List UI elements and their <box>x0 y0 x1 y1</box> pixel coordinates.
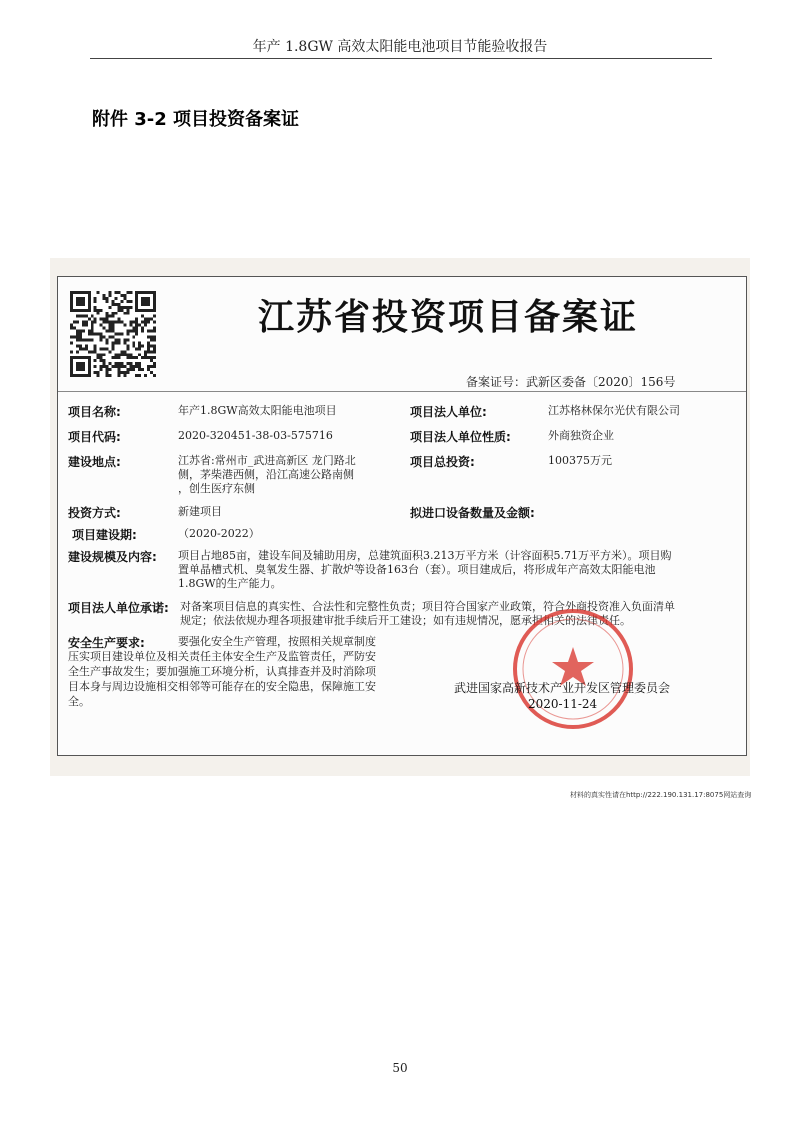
page-number: 50 <box>392 1061 408 1075</box>
verification-note: 材料的真实性请在http://222.190.131.17:8075网站查询 <box>570 791 752 799</box>
safety-line: 压实项目建设单位及相关责任主体安全生产及监管责任，严防安 <box>68 650 376 663</box>
section-title: 附件 3-2 项目投资备案证 <box>92 109 300 130</box>
scale-line: 置单晶槽式机、臭氧发生器、扩散炉等设备163台（套）。项目建成后，将形成年产高效太阳能电池 <box>178 563 656 576</box>
location-line: 江苏省:常州市_武进高新区 龙门路北 <box>178 454 356 467</box>
total-investment-value: 100375万元 <box>548 454 612 467</box>
safety-line: 全生产事故发生；要加强施工环境分析，认真排查并及时消除项 <box>68 665 376 678</box>
location-label: 建设地点: <box>68 455 121 469</box>
project-name-label: 项目名称: <box>68 405 121 419</box>
official-seal-icon <box>511 607 635 731</box>
running-header: 年产 1.8GW 高效太阳能电池项目节能验收报告 <box>252 39 548 55</box>
safety-line: 全。 <box>68 695 90 708</box>
issue-date: 2020-11-24 <box>528 697 598 711</box>
location-line: 侧，茅柴港西侧，沿江高速公路南侧 <box>178 468 354 481</box>
total-investment-label: 项目总投资: <box>410 455 475 469</box>
entity-nature-label: 项目法人单位性质: <box>410 430 511 444</box>
scale-line: 1.8GW的生产能力。 <box>178 577 282 590</box>
location-line: ，创生医疗东侧 <box>178 482 255 495</box>
commitment-label: 项目法人单位承诺: <box>68 601 169 615</box>
project-name-value: 年产1.8GW高效太阳能电池项目 <box>178 404 337 417</box>
investment-mode-value: 新建项目 <box>178 505 222 518</box>
header-rule <box>90 58 712 59</box>
investment-mode-label: 投资方式: <box>68 506 121 520</box>
safety-first-line: 要强化安全生产管理，按照相关规章制度 <box>178 635 376 648</box>
construction-period-value: （2020-2022） <box>178 527 260 540</box>
scale-label: 建设规模及内容: <box>68 550 157 564</box>
qr-code-icon <box>70 291 156 377</box>
issuer: 武进国家高新技术产业开发区管理委员会 <box>454 681 671 695</box>
project-code-value: 2020-320451-38-03-575716 <box>178 429 333 442</box>
safety-line: 目本身与周边设施相交相邻等可能存在的安全隐患，保障施工安 <box>68 680 376 693</box>
commitment-line: 规定；依法依规办理各项报建审批手续后开工建设；如有违规情况，愿承担相关的法律责任。 <box>180 614 631 627</box>
safety-label: 安全生产要求: <box>68 636 145 650</box>
imported-equipment-label: 拟进口设备数量及金额: <box>410 506 535 520</box>
commitment-line: 对备案项目信息的真实性、合法性和完整性负责；项目符合国家产业政策，符合外商投资准入负面清单 <box>180 600 675 613</box>
certificate <box>57 276 747 756</box>
legal-entity-value: 江苏格林保尔光伏有限公司 <box>548 404 680 417</box>
entity-nature-value: 外商独资企业 <box>548 429 614 442</box>
certificate-title: 江苏省投资项目备案证 <box>257 297 638 338</box>
registration-number: 备案证号：武新区委备〔2020〕156号 <box>466 375 676 389</box>
legal-entity-label: 项目法人单位: <box>410 405 487 419</box>
project-code-label: 项目代码: <box>68 430 121 444</box>
certificate-divider <box>58 391 746 392</box>
construction-period-label: 项目建设期: <box>72 528 137 542</box>
scale-line: 项目占地85亩，建设车间及辅助用房，总建筑面积3.213万平方米（计容面积5.71万平方米）。项目购 <box>178 549 672 562</box>
